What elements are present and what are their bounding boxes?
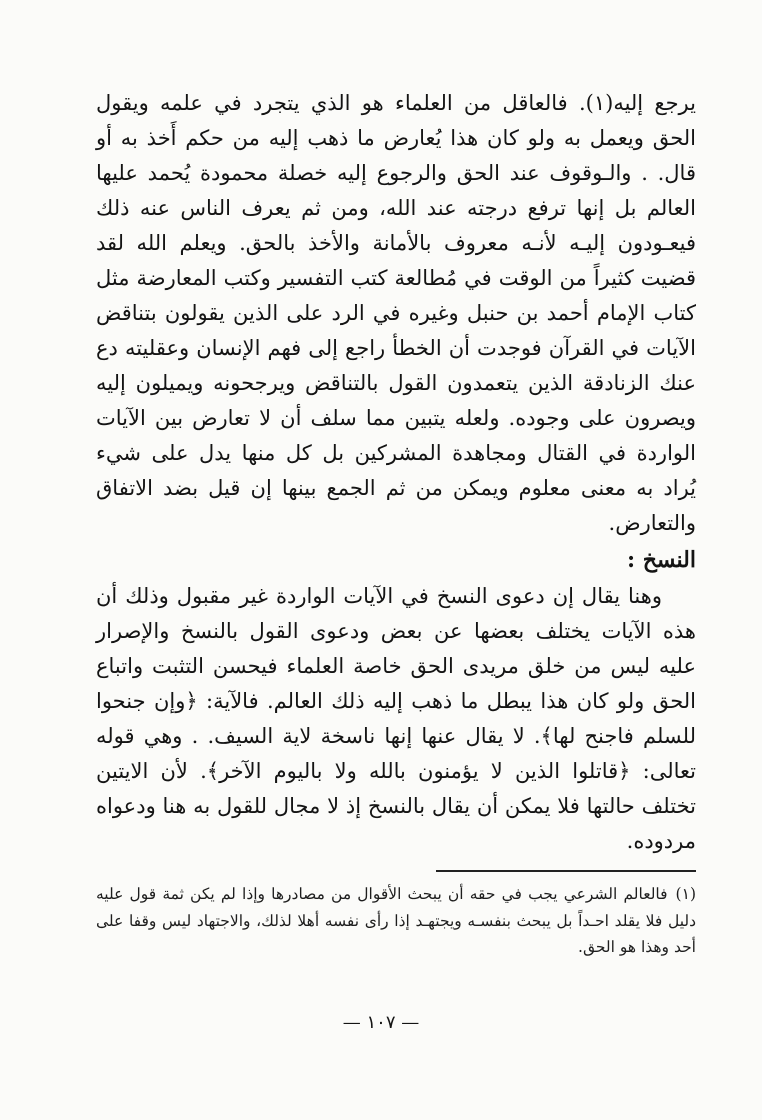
page-number: — ١٠٧ — bbox=[342, 1012, 420, 1033]
footnote-text: فالعالم الشرعي يجب في حقه أن يبحث الأقوال من مصادرها وإذا لم يكن ثمة قول عليه دليل فلا يقلد احـداً بل يبحث بنفسـه ويجتهـد إذا رأى نفسه أهلا لذلك، والاجتهاد ليس وقفا على أحد وهذا هو الحق. bbox=[96, 885, 696, 956]
footnote-number: (١) bbox=[675, 885, 696, 903]
footnote-divider bbox=[436, 870, 696, 872]
section-heading: النسخ : bbox=[626, 547, 696, 573]
main-text bbox=[96, 86, 696, 859]
footnote bbox=[96, 881, 696, 961]
paragraph-1: يرجع إليه(١). فالعاقل من العلماء هو الذي يتجرد في علمه ويقول الحق ويعمل به ولو كان هذا يُعارض ما ذهب إليه من حكم أَخذ به أو قال. . والـوقوف عند الحق والرجوع إليه خصلة محمودة يُحمد عليها العالم بل إنها ترفع درجته عند الله، ومن ثم يعرف الناس عنه ذلك فيعـودون إليـه لأنـه معروف بالأمانة والأخذ بالحق. ويعلم الله لقد قضيت كثيراً من الوقت في مُطالعة كتب التفسير وكتب المعارضة مثل كتاب الإمام أحمد بن حنبل وغيره في الرد على الذين يقولون بتناقض الآيات في القرآن فوجدت أن الخطأ راجع إلى فهم الإنسان وعقليته دع عنك الزنادقة الذين يتعمدون القول بالتناقض ويرجحونه ويميلون إليه ويصرون على وجوده. ولعله يتبين مما سلف أن لا تعارض بين الآيات الواردة في القتال ومجاهدة المشركين بل كل منها يدل على شيء يُراد به معنى معلوم ويمكن من ثم الجمع بينها إن قيل بضد الاتفاق والتعارض. bbox=[96, 91, 696, 535]
paragraph-2: وهنا يقال إن دعوى النسخ في الآيات الواردة غير مقبول وذلك أن هذه الآيات يختلف بعضها عن بعض ودعوى القول بالنسخ والإصرار عليه ليس من خلق مريدى الحق خاصة العلماء فيحسن التثبت واتباع الحق ولو كان هذا يبطل ما ذهب إليه ذلك العالم. فالآية: ﴿وإن جنحوا للسلم فاجنح لها﴾. لا يقال عنها إنها ناسخة لاية السيف. . وهي قوله تعالى: ﴿قاتلوا الذين لا يؤمنون بالله ولا باليوم الآخر﴾. لأن الايتين تختلف حالتها فلا يمكن أن يقال بالنسخ إذ لا مجال للقول به هنا ودعواه مردوده. bbox=[96, 584, 696, 853]
